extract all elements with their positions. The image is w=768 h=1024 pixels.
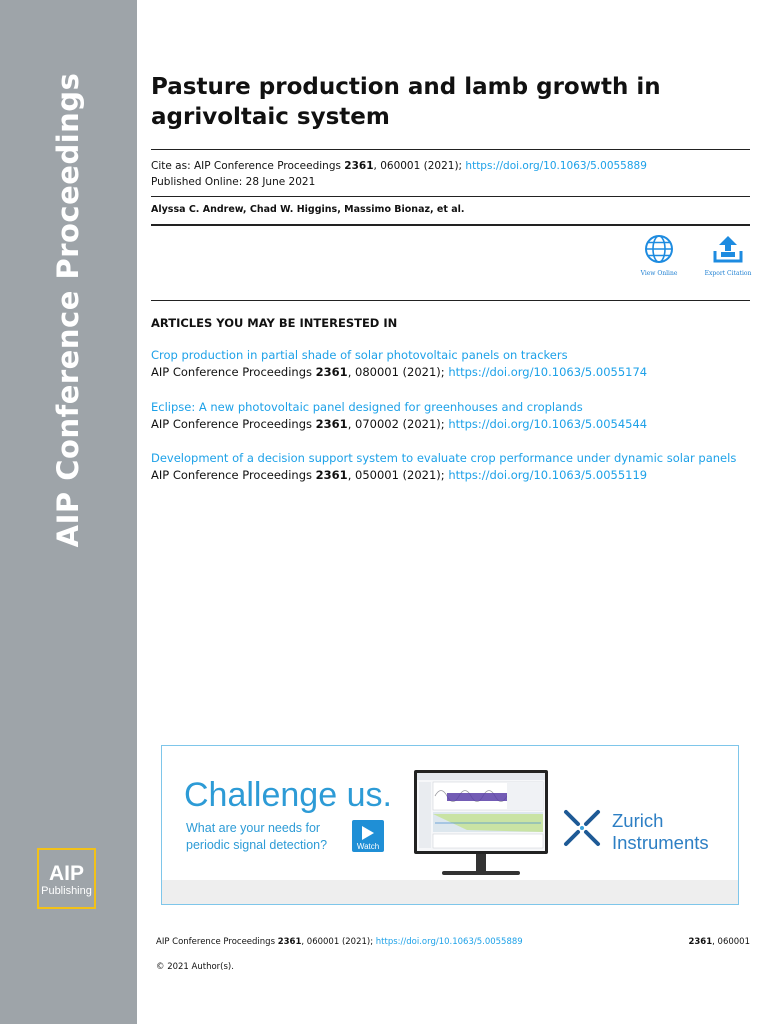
footer-page-rest: , 060001 [712,937,750,947]
related-rest: , 080001 (2021); [347,365,449,379]
monitor-illustration [414,770,548,854]
brand-line-1: Zurich [612,810,664,831]
play-icon [362,826,374,840]
related-article-title-link[interactable]: Development of a decision support system to evaluate crop performance under dynamic solar panels [151,451,737,465]
footer-rest: , 060001 (2021); [301,937,376,947]
zurich-instruments-logo-icon [562,808,602,848]
aip-publishing-logo[interactable] [37,848,96,909]
authors: Alyssa C. Andrew, Chad W. Higgins, Massimo Bionaz, et al. [151,204,465,215]
signal-plot-graphic [417,773,545,851]
related-doi-link[interactable]: https://doi.org/10.1063/5.0054544 [448,417,648,431]
footer-citation [156,937,523,947]
published-date: Published Online: 28 June 2021 [151,176,316,188]
related-article-title-link[interactable]: Eclipse: A new photovoltaic panel designed for greenhouses and croplands [151,400,583,414]
footer-page-id [688,937,750,947]
copyright: © 2021 Author(s). [156,962,234,972]
view-online-label: View Online [640,270,678,277]
divider-authors [151,224,750,226]
related-journal: AIP Conference Proceedings [151,365,316,379]
cite-volume: 2361 [344,160,374,172]
cite-prefix: Cite as: AIP Conference Proceedings [151,160,345,172]
article-title: Pasture production and lamb growth in agrivoltaic system [151,74,661,130]
related-heading: ARTICLES YOU MAY BE INTERESTED IN [151,316,398,330]
footer-journal: AIP Conference Proceedings [156,937,278,947]
ad-bottom-band [162,880,738,905]
related-rest: , 070002 (2021); [347,417,449,431]
journal-name: AIP Conference Proceedings [51,72,85,548]
footer-page-volume: 2361 [688,937,713,947]
ad-question: What are your needs for periodic signal detection? [186,821,328,852]
export-citation-button[interactable] [698,234,758,277]
related-volume: 2361 [315,365,348,379]
export-citation-label: Export Citation [704,270,752,277]
logo-publishing-text: Publishing [41,885,92,897]
globe-icon [644,234,674,264]
monitor-foot [442,871,520,875]
article-doi-link[interactable]: https://doi.org/10.1063/5.0055889 [465,160,647,172]
export-icon [712,234,744,264]
related-volume: 2361 [315,468,348,482]
related-article-cite [151,467,750,484]
footer-doi-link[interactable]: https://doi.org/10.1063/5.0055889 [375,937,523,947]
cite-line [151,158,647,174]
related-volume: 2361 [315,417,348,431]
view-online-button[interactable] [629,234,689,277]
related-journal: AIP Conference Proceedings [151,468,316,482]
watch-button[interactable] [352,820,384,852]
related-article [151,347,750,381]
zurich-instruments-brand [612,810,709,854]
monitor-stand [476,854,486,872]
logo-aip-text: AIP [48,862,84,885]
related-article-title-link[interactable]: Crop production in partial shade of solar photovoltaic panels on trackers [151,348,568,362]
ad-headline: Challenge us. [184,776,392,814]
advertisement-banner[interactable] [161,745,739,905]
related-article [151,450,750,484]
related-doi-link[interactable]: https://doi.org/10.1063/5.0055174 [448,365,648,379]
divider-top [151,149,750,150]
sidebar [0,0,137,1024]
related-journal: AIP Conference Proceedings [151,417,316,431]
cite-suffix: , 060001 (2021); [373,160,466,172]
related-article-cite [151,416,750,433]
divider-actions [151,300,750,301]
divider-cite [151,196,750,197]
footer-volume: 2361 [277,937,302,947]
related-rest: , 050001 (2021); [347,468,449,482]
brand-line-2: Instruments [612,832,709,853]
related-article [151,399,750,433]
watch-label: Watch [356,842,380,851]
monitor-screen [417,773,545,851]
related-article-cite [151,364,750,381]
related-doi-link[interactable]: https://doi.org/10.1063/5.0055119 [448,468,648,482]
